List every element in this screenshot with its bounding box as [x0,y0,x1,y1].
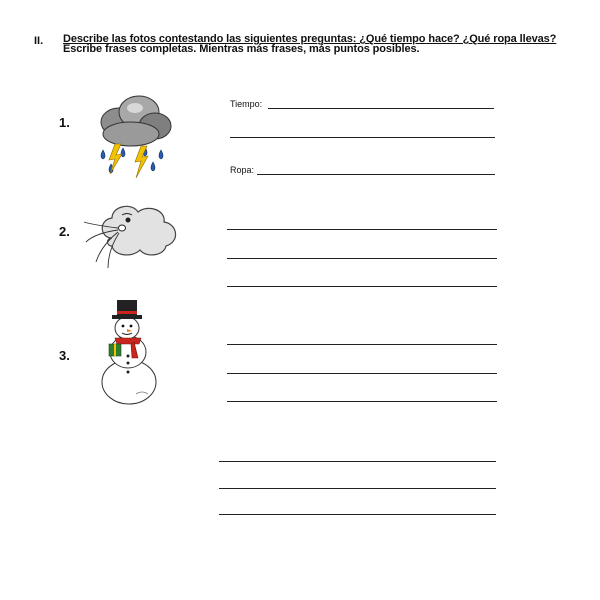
q2-answer-line-3[interactable] [227,286,497,287]
q2-answer-line-1[interactable] [227,229,497,230]
clothing-answer-line[interactable] [257,174,495,175]
question-3-number: 3. [59,348,70,363]
extra-answer-line-2[interactable] [219,488,496,489]
question-1-number: 1. [59,115,70,130]
extra-answer-line-3[interactable] [219,514,496,515]
q2-answer-line-2[interactable] [227,258,497,259]
weather-label: Tiempo: [230,99,263,109]
q3-answer-line-2[interactable] [227,373,497,374]
section-number: II. [34,35,44,47]
instruction-line-2: Escribe frases completas. Mientras más frases, más puntos posibles. [63,43,420,55]
snowman-icon [98,298,160,408]
q3-answer-line-3[interactable] [227,401,497,402]
storm-cloud-icon [95,92,175,184]
wind-cloud-icon [82,198,182,270]
q3-answer-line-1[interactable] [227,344,497,345]
weather-answer-line-2[interactable] [230,137,495,138]
extra-answer-line-1[interactable] [219,461,496,462]
weather-answer-line-1[interactable] [268,108,494,109]
question-2-number: 2. [59,224,70,239]
instruction-line-1: Describe las fotos contestando las siguientes preguntas: ¿Qué tiempo hace? ¿Qué ropa llevas? [63,33,557,45]
clothing-label: Ropa: [230,165,255,175]
